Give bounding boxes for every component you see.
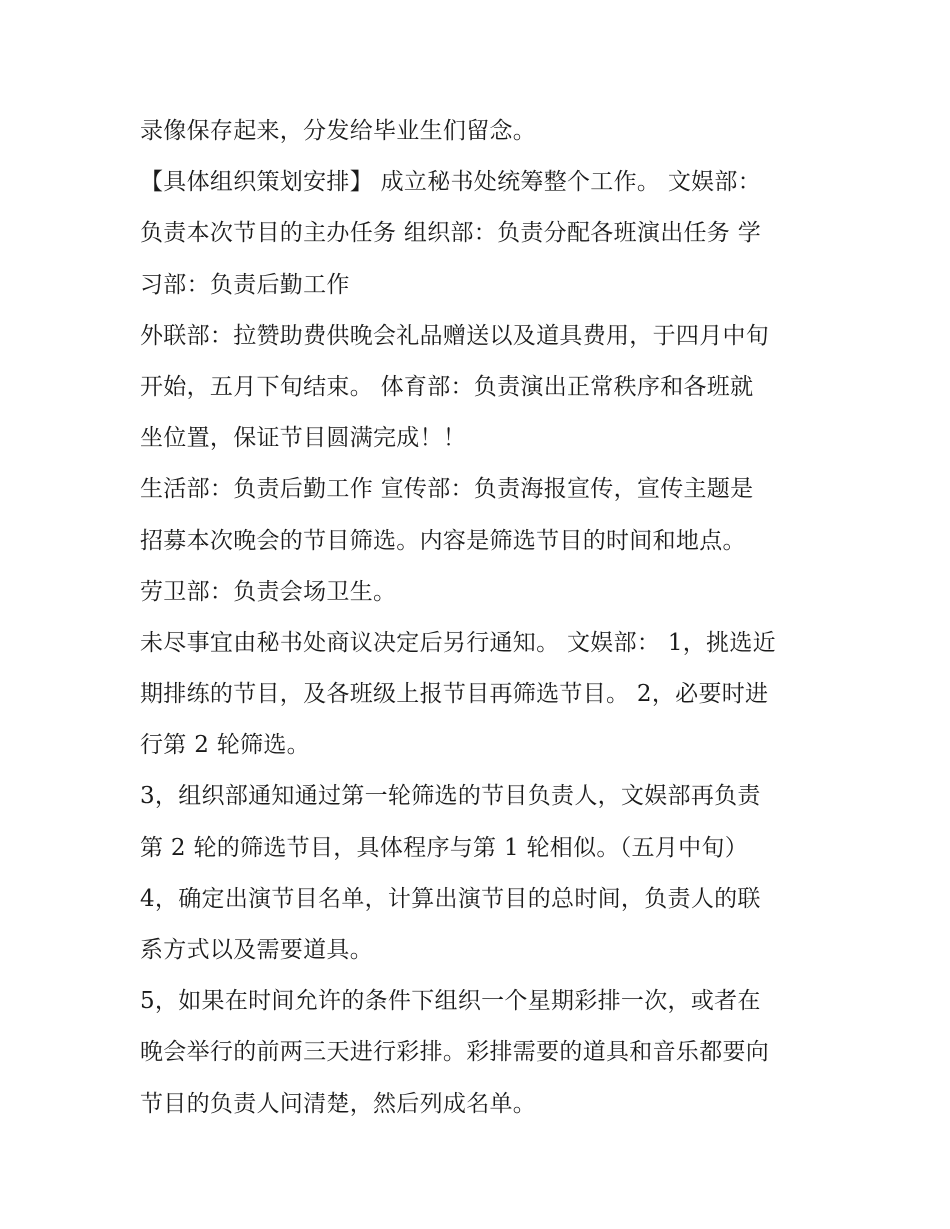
text-line: 【具体组织策划安排】 成立秘书处统筹整个工作。 文娱部： <box>140 169 762 196</box>
text-line: 系方式以及需要道具。 <box>140 937 373 963</box>
document-body <box>140 106 820 1130</box>
text-line: 3，组织部通知通过第一轮筛选的节目负责人，文娱部再负责 <box>140 783 761 810</box>
text-line: 习部：负责后勤工作 <box>140 271 350 298</box>
text-line: 招募本次晚会的节目筛选。内容是筛选节目的时间和地点。 <box>140 527 746 554</box>
text-line: 第 2 轮的筛选节目，具体程序与第 1 轮相似。（五月中旬） <box>140 834 749 861</box>
text-line: 期排练的节目，及各班级上报节目再筛选节目。 2，必要时进 <box>140 681 769 708</box>
text-line: 节目的负责人问清楚，然后列成名单。 <box>140 1090 537 1117</box>
text-line: 5，如果在时间允许的条件下组织一个星期彩排一次，或者在 <box>140 988 761 1015</box>
text-line: 开始，五月下旬结束。 体育部：负责演出正常秩序和各班就 <box>140 373 754 400</box>
text-line: 4，确定出演节目名单，计算出演节目的总时间，负责人的联 <box>140 885 761 912</box>
text-line: 外联部：拉赞助费供晚会礼品赠送以及道具费用，于四月中旬 <box>140 322 770 349</box>
text-line: 录像保存起来，分发给毕业生们留念。 <box>140 118 537 144</box>
text-line: 行第 2 轮筛选。 <box>140 732 310 759</box>
text-line: 负责本次节目的主办任务 组织部：负责分配各班演出任务 学 <box>140 220 762 247</box>
text-line: 未尽事宜由秘书处商议决定后另行通知。 文娱部： 1，挑选近 <box>140 629 776 656</box>
text-line: 坐位置，保证节目圆满完成！！ <box>140 425 467 452</box>
text-line: 劳卫部：负责会场卫生。 <box>140 578 397 605</box>
text-line: 晚会举行的前两三天进行彩排。彩排需要的道具和音乐都要向 <box>140 1039 770 1066</box>
text-line: 生活部：负责后勤工作 宣传部：负责海报宣传，宣传主题是 <box>140 476 754 503</box>
